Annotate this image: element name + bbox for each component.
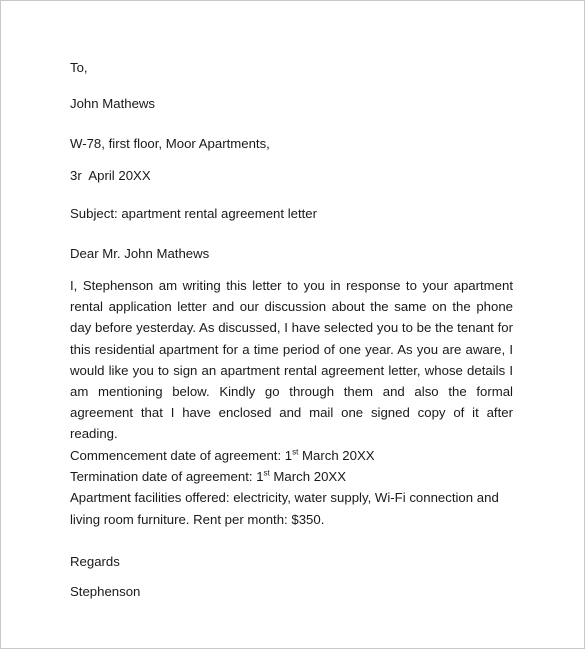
signature: Stephenson (70, 584, 141, 599)
termination-ordinal: st (263, 468, 270, 478)
facilities-offered: Apartment facilities offered: electricity, water supply, Wi-Fi connection and living room furniture. Rent per month: $350. (70, 490, 499, 527)
agreement-details (70, 445, 520, 530)
termination-date (70, 466, 520, 487)
recipient-name: John Mathews (70, 96, 156, 111)
commencement-rest: March 20XX (298, 448, 375, 463)
termination-label: Termination date of agreement: 1 (70, 469, 264, 485)
commencement-label: Commencement date of agreement: 1 (70, 448, 293, 463)
commencement-date (70, 445, 520, 466)
to-line: To, (70, 60, 88, 75)
commencement-ordinal: st (292, 447, 299, 457)
subject-line: Subject: apartment rental agreement letter (70, 206, 318, 221)
recipient-address: W-78, first floor, Moor Apartments, (70, 136, 270, 151)
letter-date: 3r April 20XX (70, 168, 151, 183)
letter-body: I, Stephenson am writing this letter to you in response to your apartment rental application letter and our discussion about the same on the phone day before yesterday. As discussed, I have selected you to be the tenant for this residential apartment for a time period of one year. As you are aware, I would like you to sign an apartment rental agreement letter, whose details I am mentioning below. Kindly go through them and also the formal agreement that I have enclosed and mail one signed copy of it after reading. (70, 278, 513, 442)
termination-rest: March 20XX (269, 469, 346, 485)
closing: Regards (70, 554, 120, 569)
greeting: Dear Mr. John Mathews (70, 246, 210, 261)
